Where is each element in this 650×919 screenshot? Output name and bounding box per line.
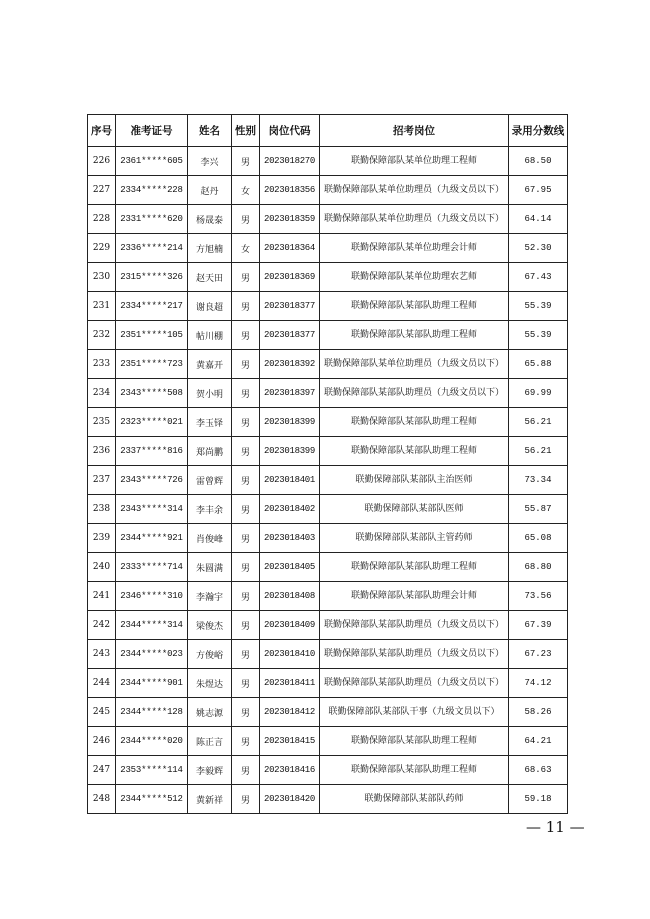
cell-post-code: 2023018401 bbox=[260, 466, 320, 495]
table-row bbox=[88, 495, 568, 524]
table-row bbox=[88, 147, 568, 176]
cell-post-code: 2023018356 bbox=[260, 176, 320, 205]
cell-post-title: 联勤保障部队某部队助理工程师 bbox=[320, 553, 509, 582]
cell-post-title: 联勤保障部队某部队主治医师 bbox=[320, 466, 509, 495]
cell-serial-number: 231 bbox=[88, 292, 116, 321]
cell-gender: 男 bbox=[232, 785, 260, 814]
cell-serial-number: 232 bbox=[88, 321, 116, 350]
cell-post-title: 联勤保障部队某部队主管药师 bbox=[320, 524, 509, 553]
table-row bbox=[88, 640, 568, 669]
cell-score-line: 67.43 bbox=[509, 263, 568, 292]
cell-post-title: 联勤保障部队某部队助理员（九级文员以下） bbox=[320, 669, 509, 698]
cell-serial-number: 244 bbox=[88, 669, 116, 698]
cell-serial-number: 233 bbox=[88, 350, 116, 379]
cell-ticket-number: 2351*****105 bbox=[116, 321, 188, 350]
cell-name: 贺小明 bbox=[188, 379, 232, 408]
table-row bbox=[88, 466, 568, 495]
cell-gender: 男 bbox=[232, 611, 260, 640]
cell-post-code: 2023018405 bbox=[260, 553, 320, 582]
column-header-post-title: 招考岗位 bbox=[320, 115, 509, 147]
cell-ticket-number: 2334*****228 bbox=[116, 176, 188, 205]
cell-post-code: 2023018403 bbox=[260, 524, 320, 553]
cell-post-code: 2023018364 bbox=[260, 234, 320, 263]
cell-post-title: 联勤保障部队某单位助理农艺师 bbox=[320, 263, 509, 292]
cell-post-code: 2023018420 bbox=[260, 785, 320, 814]
cell-name: 梁俊杰 bbox=[188, 611, 232, 640]
cell-score-line: 68.80 bbox=[509, 553, 568, 582]
column-header-name: 姓名 bbox=[188, 115, 232, 147]
cell-gender: 男 bbox=[232, 379, 260, 408]
cell-name: 陈正言 bbox=[188, 727, 232, 756]
cell-score-line: 67.39 bbox=[509, 611, 568, 640]
cell-serial-number: 237 bbox=[88, 466, 116, 495]
table-row bbox=[88, 553, 568, 582]
cell-name: 黄嘉开 bbox=[188, 350, 232, 379]
cell-gender: 男 bbox=[232, 466, 260, 495]
cell-serial-number: 239 bbox=[88, 524, 116, 553]
cell-serial-number: 227 bbox=[88, 176, 116, 205]
cell-score-line: 56.21 bbox=[509, 437, 568, 466]
cell-score-line: 52.30 bbox=[509, 234, 568, 263]
cell-name: 李毅辉 bbox=[188, 756, 232, 785]
cell-score-line: 67.23 bbox=[509, 640, 568, 669]
cell-name: 赵丹 bbox=[188, 176, 232, 205]
cell-serial-number: 235 bbox=[88, 408, 116, 437]
cell-gender: 女 bbox=[232, 176, 260, 205]
cell-score-line: 55.87 bbox=[509, 495, 568, 524]
table-row bbox=[88, 437, 568, 466]
column-header-gender: 性别 bbox=[232, 115, 260, 147]
cell-name: 肖俊峰 bbox=[188, 524, 232, 553]
cell-score-line: 55.39 bbox=[509, 321, 568, 350]
cell-ticket-number: 2344*****921 bbox=[116, 524, 188, 553]
cell-ticket-number: 2344*****128 bbox=[116, 698, 188, 727]
cell-gender: 男 bbox=[232, 553, 260, 582]
cell-post-code: 2023018399 bbox=[260, 437, 320, 466]
cell-post-title: 联勤保障部队某部队助理工程师 bbox=[320, 321, 509, 350]
cell-post-code: 2023018402 bbox=[260, 495, 320, 524]
cell-gender: 男 bbox=[232, 350, 260, 379]
cell-score-line: 55.39 bbox=[509, 292, 568, 321]
cell-serial-number: 246 bbox=[88, 727, 116, 756]
cell-score-line: 73.56 bbox=[509, 582, 568, 611]
cell-post-title: 联勤保障部队某部队助理工程师 bbox=[320, 408, 509, 437]
cell-name: 黄新祥 bbox=[188, 785, 232, 814]
page-number: — 11 — bbox=[526, 818, 585, 836]
cell-post-title: 联勤保障部队某部队助理员（九级文员以下） bbox=[320, 640, 509, 669]
cell-score-line: 68.63 bbox=[509, 756, 568, 785]
cell-post-title: 联勤保障部队某单位助理员（九级文员以下） bbox=[320, 176, 509, 205]
cell-score-line: 68.50 bbox=[509, 147, 568, 176]
cell-serial-number: 226 bbox=[88, 147, 116, 176]
cell-score-line: 56.21 bbox=[509, 408, 568, 437]
cell-ticket-number: 2344*****020 bbox=[116, 727, 188, 756]
cell-post-code: 2023018369 bbox=[260, 263, 320, 292]
table-row bbox=[88, 785, 568, 814]
cell-post-code: 2023018411 bbox=[260, 669, 320, 698]
cell-name: 方旭楠 bbox=[188, 234, 232, 263]
cell-gender: 男 bbox=[232, 698, 260, 727]
table-row bbox=[88, 669, 568, 698]
cell-ticket-number: 2344*****314 bbox=[116, 611, 188, 640]
cell-score-line: 59.18 bbox=[509, 785, 568, 814]
cell-post-title: 联勤保障部队某部队助理会计师 bbox=[320, 582, 509, 611]
cell-post-title: 联勤保障部队某部队助理员（九级文员以下） bbox=[320, 611, 509, 640]
column-header-ticket-number: 准考证号 bbox=[116, 115, 188, 147]
cell-ticket-number: 2343*****726 bbox=[116, 466, 188, 495]
cell-post-code: 2023018412 bbox=[260, 698, 320, 727]
cell-ticket-number: 2333*****714 bbox=[116, 553, 188, 582]
cell-post-title: 联勤保障部队某单位助理员（九级文员以下） bbox=[320, 350, 509, 379]
cell-ticket-number: 2334*****217 bbox=[116, 292, 188, 321]
table-row bbox=[88, 379, 568, 408]
cell-name: 郑尚鹏 bbox=[188, 437, 232, 466]
cell-ticket-number: 2344*****023 bbox=[116, 640, 188, 669]
cell-post-title: 联勤保障部队某部队助理工程师 bbox=[320, 727, 509, 756]
cell-ticket-number: 2343*****508 bbox=[116, 379, 188, 408]
table-row bbox=[88, 205, 568, 234]
cell-name: 姚志源 bbox=[188, 698, 232, 727]
table-row bbox=[88, 698, 568, 727]
cell-post-title: 联勤保障部队某部队助理工程师 bbox=[320, 756, 509, 785]
table-row bbox=[88, 321, 568, 350]
cell-gender: 男 bbox=[232, 640, 260, 669]
cell-serial-number: 236 bbox=[88, 437, 116, 466]
cell-post-code: 2023018399 bbox=[260, 408, 320, 437]
cell-name: 杨晟泰 bbox=[188, 205, 232, 234]
cell-post-code: 2023018270 bbox=[260, 147, 320, 176]
cell-name: 赵天田 bbox=[188, 263, 232, 292]
cell-name: 李兴 bbox=[188, 147, 232, 176]
table-row bbox=[88, 176, 568, 205]
cell-ticket-number: 2353*****114 bbox=[116, 756, 188, 785]
cell-ticket-number: 2337*****816 bbox=[116, 437, 188, 466]
cell-serial-number: 248 bbox=[88, 785, 116, 814]
cell-score-line: 74.12 bbox=[509, 669, 568, 698]
cell-post-title: 联勤保障部队某部队助理工程师 bbox=[320, 437, 509, 466]
cell-name: 方俊峪 bbox=[188, 640, 232, 669]
cell-score-line: 73.34 bbox=[509, 466, 568, 495]
cell-score-line: 58.26 bbox=[509, 698, 568, 727]
cell-serial-number: 241 bbox=[88, 582, 116, 611]
cell-post-title: 联勤保障部队某单位助理会计师 bbox=[320, 234, 509, 263]
cell-ticket-number: 2361*****605 bbox=[116, 147, 188, 176]
cell-gender: 男 bbox=[232, 524, 260, 553]
cell-post-title: 联勤保障部队某单位助理工程师 bbox=[320, 147, 509, 176]
cell-serial-number: 243 bbox=[88, 640, 116, 669]
column-header-score-line: 录用分数线 bbox=[509, 115, 568, 147]
cell-post-title: 联勤保障部队某部队药师 bbox=[320, 785, 509, 814]
cell-serial-number: 238 bbox=[88, 495, 116, 524]
cell-post-code: 2023018415 bbox=[260, 727, 320, 756]
table-body bbox=[88, 147, 568, 814]
cell-name: 朱煜达 bbox=[188, 669, 232, 698]
cell-gender: 男 bbox=[232, 321, 260, 350]
cell-post-code: 2023018410 bbox=[260, 640, 320, 669]
cell-post-code: 2023018392 bbox=[260, 350, 320, 379]
table-header-row bbox=[88, 115, 568, 147]
cell-post-title: 联勤保障部队某部队助理工程师 bbox=[320, 292, 509, 321]
cell-gender: 男 bbox=[232, 669, 260, 698]
cell-post-title: 联勤保障部队某单位助理员（九级文员以下） bbox=[320, 205, 509, 234]
cell-ticket-number: 2343*****314 bbox=[116, 495, 188, 524]
column-header-serial-number: 序号 bbox=[88, 115, 116, 147]
table-row bbox=[88, 234, 568, 263]
cell-gender: 男 bbox=[232, 147, 260, 176]
cell-ticket-number: 2346*****310 bbox=[116, 582, 188, 611]
cell-score-line: 64.14 bbox=[509, 205, 568, 234]
cell-gender: 男 bbox=[232, 408, 260, 437]
cell-name: 雷曾辉 bbox=[188, 466, 232, 495]
cell-gender: 男 bbox=[232, 727, 260, 756]
cell-post-code: 2023018397 bbox=[260, 379, 320, 408]
cell-serial-number: 234 bbox=[88, 379, 116, 408]
cell-ticket-number: 2331*****620 bbox=[116, 205, 188, 234]
table-row bbox=[88, 350, 568, 379]
cell-post-title: 联勤保障部队某部队干事（九级文员以下） bbox=[320, 698, 509, 727]
cell-ticket-number: 2351*****723 bbox=[116, 350, 188, 379]
cell-name: 李瀚宇 bbox=[188, 582, 232, 611]
table-row bbox=[88, 582, 568, 611]
cell-name: 谢良超 bbox=[188, 292, 232, 321]
cell-serial-number: 245 bbox=[88, 698, 116, 727]
cell-gender: 男 bbox=[232, 582, 260, 611]
cell-gender: 女 bbox=[232, 234, 260, 263]
cell-post-code: 2023018377 bbox=[260, 321, 320, 350]
cell-serial-number: 240 bbox=[88, 553, 116, 582]
table-row bbox=[88, 727, 568, 756]
cell-gender: 男 bbox=[232, 437, 260, 466]
cell-serial-number: 247 bbox=[88, 756, 116, 785]
table-row bbox=[88, 756, 568, 785]
cell-ticket-number: 2344*****512 bbox=[116, 785, 188, 814]
cell-score-line: 69.99 bbox=[509, 379, 568, 408]
admission-score-table bbox=[87, 114, 568, 814]
table-row bbox=[88, 263, 568, 292]
table-row bbox=[88, 611, 568, 640]
cell-gender: 男 bbox=[232, 756, 260, 785]
cell-ticket-number: 2323*****021 bbox=[116, 408, 188, 437]
cell-name: 李丰余 bbox=[188, 495, 232, 524]
cell-score-line: 67.95 bbox=[509, 176, 568, 205]
cell-gender: 男 bbox=[232, 292, 260, 321]
cell-serial-number: 230 bbox=[88, 263, 116, 292]
cell-score-line: 65.88 bbox=[509, 350, 568, 379]
cell-ticket-number: 2344*****901 bbox=[116, 669, 188, 698]
column-header-post-code: 岗位代码 bbox=[260, 115, 320, 147]
cell-serial-number: 229 bbox=[88, 234, 116, 263]
cell-post-code: 2023018377 bbox=[260, 292, 320, 321]
cell-score-line: 64.21 bbox=[509, 727, 568, 756]
cell-post-title: 联勤保障部队某部队医师 bbox=[320, 495, 509, 524]
table-row bbox=[88, 292, 568, 321]
cell-serial-number: 228 bbox=[88, 205, 116, 234]
cell-name: 李玉铎 bbox=[188, 408, 232, 437]
cell-post-code: 2023018409 bbox=[260, 611, 320, 640]
table-row bbox=[88, 524, 568, 553]
cell-post-code: 2023018408 bbox=[260, 582, 320, 611]
cell-post-code: 2023018359 bbox=[260, 205, 320, 234]
table-row bbox=[88, 408, 568, 437]
cell-post-code: 2023018416 bbox=[260, 756, 320, 785]
cell-gender: 男 bbox=[232, 495, 260, 524]
cell-name: 帖川棚 bbox=[188, 321, 232, 350]
cell-ticket-number: 2336*****214 bbox=[116, 234, 188, 263]
cell-gender: 男 bbox=[232, 205, 260, 234]
cell-serial-number: 242 bbox=[88, 611, 116, 640]
cell-gender: 男 bbox=[232, 263, 260, 292]
cell-ticket-number: 2315*****326 bbox=[116, 263, 188, 292]
cell-post-title: 联勤保障部队某部队助理员（九级文员以下） bbox=[320, 379, 509, 408]
cell-score-line: 65.08 bbox=[509, 524, 568, 553]
cell-name: 朱圆满 bbox=[188, 553, 232, 582]
